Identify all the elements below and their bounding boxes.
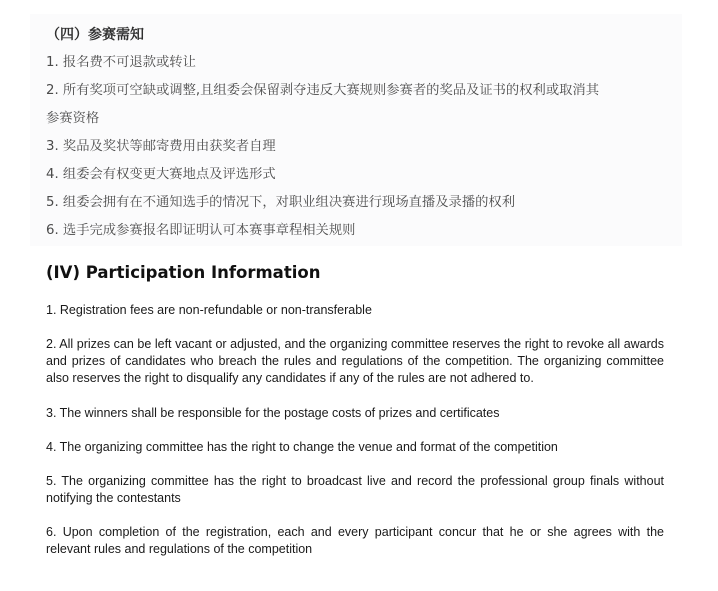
chinese-rule-5: 5. 组委会拥有在不通知选手的情况下，对职业组决赛进行现场直播及录播的权利	[46, 195, 516, 210]
chinese-rule-1: 1. 报名费不可退款或转让	[46, 55, 196, 70]
english-rule-6: 6. Upon completion of the registration, each and every participant concur that he or she agrees with the relevant rules and regulations of the competition	[46, 525, 664, 556]
chinese-rule-2-continued: 参赛资格	[46, 111, 100, 126]
chinese-rule-6: 6. 选手完成参赛报名即证明认可本赛事章程相关规则	[46, 223, 356, 238]
english-rule-1: 1. Registration fees are non-refundable or non-transferable	[46, 303, 372, 317]
chinese-rule-3: 3. 奖品及奖状等邮寄费用由获奖者自理	[46, 139, 276, 154]
english-rule-3: 3. The winners shall be responsible for the postage costs of prizes and certificates	[46, 406, 500, 420]
english-section-heading: (IV) Participation Information	[46, 263, 321, 282]
chinese-rule-2: 2. 所有奖项可空缺或调整,且组委会保留剥夺违反大赛规则参赛者的奖品及证书的权利或取消其	[46, 83, 600, 98]
chinese-section-heading: （四）参赛需知	[46, 27, 144, 43]
english-rule-2: 2. All prizes can be left vacant or adjusted, and the organizing committee reserves the right to revoke all awards and prizes of candidates who breach the rules and regulations of the competition. The organizing committee also reserves the right to disqualify any candidates if any of the rules are not adhered to.	[46, 337, 664, 385]
english-rule-5: 5. The organizing committee has the right to broadcast live and record the professional group finals without notifying the contestants	[46, 474, 664, 505]
chinese-rule-4: 4. 组委会有权变更大赛地点及评选形式	[46, 167, 276, 182]
english-rule-4: 4. The organizing committee has the right to change the venue and format of the competition	[46, 440, 558, 454]
